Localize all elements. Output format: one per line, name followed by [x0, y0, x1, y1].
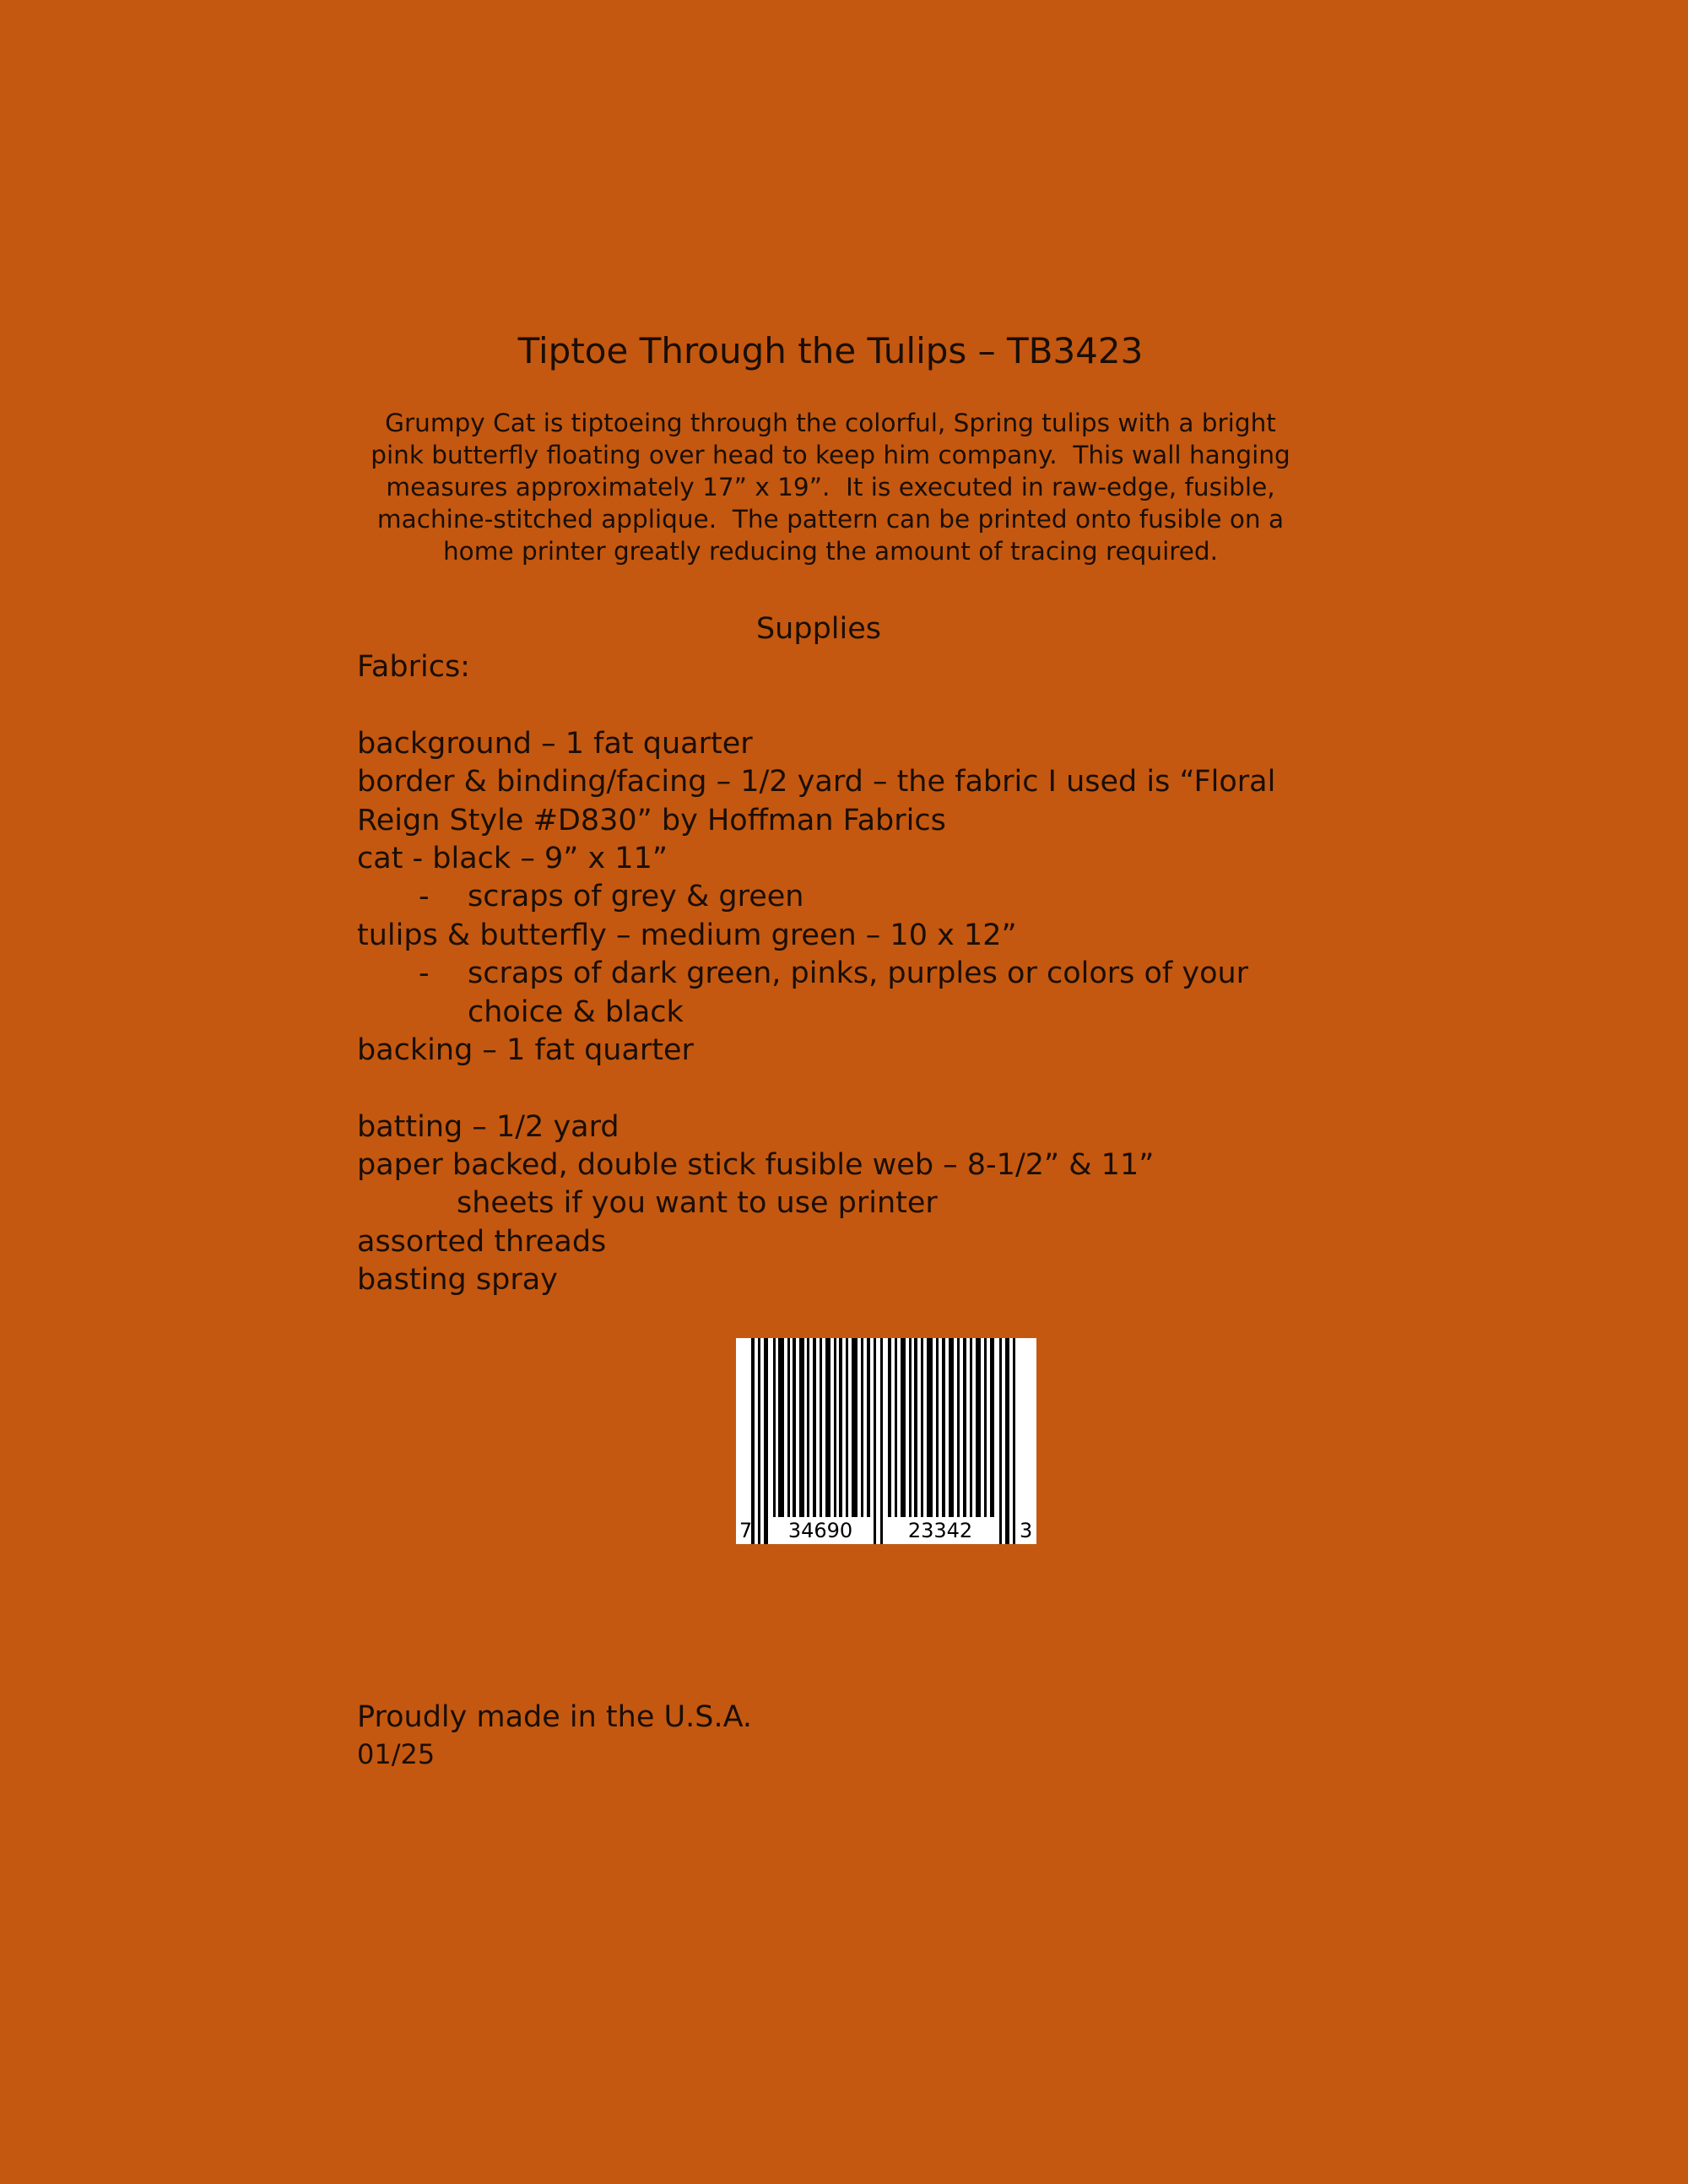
bullet-dash: - [419, 957, 430, 991]
supplies-heading: Supplies [755, 612, 882, 646]
barcode-bar [874, 1338, 876, 1544]
barcode-bar [1005, 1338, 1009, 1544]
made-in-usa: Proudly made in the U.S.A. [357, 1700, 753, 1734]
description-line: home printer greatly reducing the amount of tracing required. [442, 537, 1219, 566]
supplies-list [357, 648, 1275, 1300]
barcode-bar [990, 1338, 994, 1517]
supply-tulips-sub-continued: choice & black [468, 994, 684, 1029]
barcode-bar [861, 1338, 863, 1517]
barcode-bar [1013, 1338, 1015, 1544]
description-line: measures approximately 17” x 19”. It is executed in raw-edge, fusible, [386, 473, 1275, 501]
barcode-bar [813, 1338, 816, 1517]
barcode-bar [927, 1338, 933, 1517]
supply-border: border & binding/facing – 1/2 yard – the fabric I used is “Floral [357, 765, 1276, 799]
barcode-left-group: 34690 [787, 1519, 853, 1542]
supply-fusible-continued: sheets if you want to use printer [457, 1186, 938, 1221]
fabrics-label: Fabrics: [357, 650, 470, 684]
blank-line [357, 1070, 1275, 1108]
supply-cat: cat - black – 9” x 11” [357, 841, 668, 875]
barcode-bar [820, 1338, 822, 1517]
barcode-bar [914, 1338, 917, 1517]
pattern-title: Tiptoe Through the Tulips – TB3423 [517, 330, 1144, 371]
barcode-bar [921, 1338, 923, 1517]
barcode-bar [773, 1338, 776, 1517]
upc-barcode [736, 1338, 1036, 1544]
print-date: 01/25 [357, 1738, 436, 1770]
barcode-bar [834, 1338, 836, 1517]
barcode-bar [778, 1338, 784, 1517]
barcode-bar [825, 1338, 830, 1517]
footer [357, 1697, 752, 1771]
barcode-bar [793, 1338, 796, 1517]
supply-border-continued: Reign Style #D830” by Hoffman Fabrics [357, 803, 946, 837]
barcode-bar [984, 1338, 987, 1517]
supply-fusible: paper backed, double stick fusible web – 8-1/2” & 11” [357, 1148, 1155, 1183]
barcode-bar [751, 1338, 755, 1544]
barcode-bar [867, 1338, 870, 1517]
barcode-right-group: 23342 [907, 1519, 973, 1542]
supply-spray: basting spray [357, 1263, 558, 1298]
barcode-bar [846, 1338, 848, 1517]
description-line: pink butterfly floating over head to keep him company. This wall hanging [371, 441, 1290, 469]
description-line: machine-stitched applique. The pattern can be printed onto fusible on a [376, 505, 1285, 534]
barcode-bar [758, 1338, 760, 1544]
blank-line [357, 686, 1275, 724]
barcode-bar [839, 1338, 842, 1517]
bullet-dash: - [419, 880, 430, 914]
barcode-bar [970, 1338, 972, 1517]
barcode-bar [764, 1338, 768, 1544]
barcode-digits [739, 1519, 1032, 1542]
barcode-check-digit: 3 [1020, 1519, 1033, 1542]
barcode-graphic [736, 1338, 1036, 1544]
supply-cat-sub [357, 878, 1275, 916]
barcode-bar [895, 1338, 897, 1517]
barcode-bar [949, 1338, 954, 1517]
supply-backing: backing – 1 fat quarter [357, 1032, 694, 1067]
barcode-first-digit: 7 [739, 1519, 753, 1542]
supply-background: background – 1 fat quarter [357, 726, 753, 761]
barcode-bar [880, 1338, 883, 1544]
supply-threads: assorted threads [357, 1224, 607, 1259]
pattern-description [0, 407, 1661, 567]
barcode-bar [963, 1338, 966, 1517]
barcode-bar [976, 1338, 981, 1517]
barcode-bar [957, 1338, 960, 1517]
barcode-bar [942, 1338, 945, 1517]
supply-tulips: tulips & butterfly – medium green – 10 x 12” [357, 918, 1017, 952]
supply-batting: batting – 1/2 yard [357, 1109, 619, 1144]
supply-tulips-sub [357, 955, 1275, 993]
barcode-bar [888, 1338, 891, 1517]
sub-item-text: scraps of dark green, pinks, purples or colors of your [468, 957, 1249, 991]
sub-item-text: scraps of grey & green [468, 880, 804, 914]
barcode-bar [936, 1338, 939, 1517]
barcode-bar [901, 1338, 906, 1517]
barcode-bar [787, 1338, 790, 1517]
barcode-bars [751, 1338, 1015, 1544]
barcode-bar [799, 1338, 804, 1517]
description-line: Grumpy Cat is tiptoeing through the colorful, Spring tulips with a bright [385, 409, 1276, 437]
barcode-bar [852, 1338, 858, 1517]
barcode-bar [999, 1338, 1002, 1544]
barcode-bar [909, 1338, 912, 1517]
barcode-bar [807, 1338, 809, 1517]
